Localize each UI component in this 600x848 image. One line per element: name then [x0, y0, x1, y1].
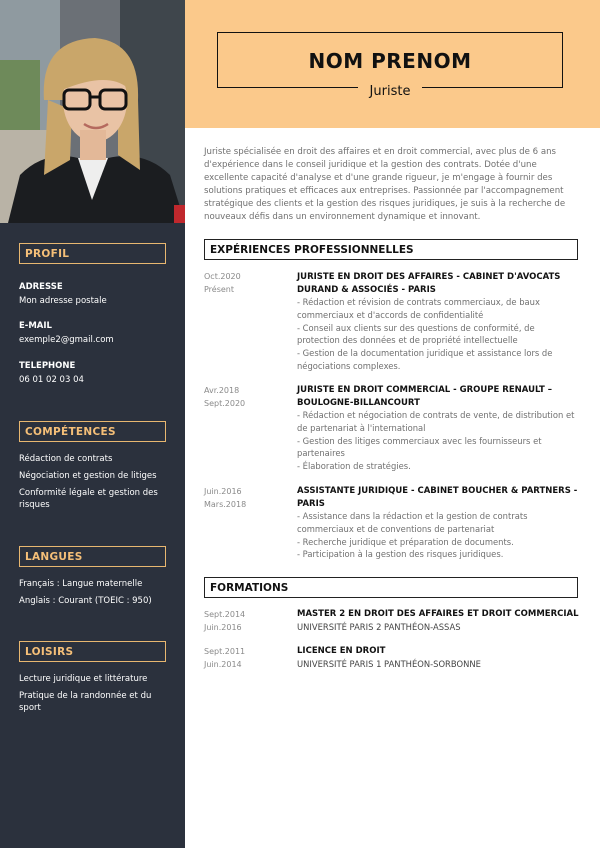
full-name: NOM PRENOM — [308, 49, 472, 73]
job-end-date: Sept.2020 — [204, 399, 246, 408]
loisir-item: Lecture juridique et littérature — [19, 674, 148, 684]
loisirs-heading-label: LOISIRS — [25, 646, 74, 658]
job-entry — [297, 384, 579, 473]
job-detail: - Élaboration de stratégies. — [297, 461, 411, 472]
address-label: ADRESSE — [19, 282, 63, 292]
job-dates — [204, 384, 284, 410]
competences-heading-label: COMPÉTENCES — [25, 426, 116, 438]
section-heading-competences — [19, 421, 166, 442]
section-heading-langues — [19, 546, 166, 567]
experiences-heading-label: EXPÉRIENCES PROFESSIONNELLES — [210, 244, 414, 256]
address-value: Mon adresse postale — [19, 296, 107, 306]
job-start-date: Avr.2018 — [204, 386, 240, 395]
formation-entry — [297, 645, 579, 670]
competence-item: Négociation et gestion de litiges — [19, 471, 157, 481]
section-heading-experiences — [204, 239, 578, 260]
langue-item: Français : Langue maternelle — [19, 579, 143, 589]
competence-item: Conformité légale et gestion des risques — [19, 488, 158, 510]
job-detail: - Rédaction et révision de contrats commerciaux, de baux commerciaux et d'accords de confidentialité — [297, 297, 540, 320]
phone-value: 06 01 02 03 04 — [19, 375, 84, 385]
formation-start-date: Sept.2011 — [204, 647, 246, 656]
job-detail: - Rédaction et négociation de contrats de vente, de distribution et de partenariat à l'international — [297, 410, 575, 433]
job-start-date: Juin.2016 — [204, 487, 242, 496]
formation-start-date: Sept.2014 — [204, 610, 246, 619]
formation-title: MASTER 2 EN DROIT DES AFFAIRES ET DROIT COMMERCIAL — [297, 609, 579, 619]
section-heading-loisirs — [19, 641, 166, 662]
formation-school: UNIVERSITÉ PARIS 1 PANTHÉON-SORBONNE — [297, 658, 481, 669]
formation-school: UNIVERSITÉ PARIS 2 PANTHÉON-ASSAS — [297, 621, 461, 632]
summary-text: Juriste spécialisée en droit des affaires et en droit commercial, avec plus de 6 ans d'expérience dans le conseil juridique et la gestion des contrats. Dotée d'une excellente capacité d'analyse et d'une grande rigueur, je m'engage à fournir des solutions pratiques et efficaces aux entreprises. Passionnée par l'accompagnement stratégique des clients et la gestion des risques juridiques, je suis à la recherche de nouveaux défis dans un environnement dynamique et innovant. — [204, 147, 566, 222]
job-entry — [297, 271, 579, 373]
formation-entry — [297, 608, 579, 633]
phone-label: TELEPHONE — [19, 361, 76, 371]
langues-heading-label: LANGUES — [25, 551, 83, 563]
loisir-item: Pratique de la randonnée et du sport — [19, 691, 152, 713]
job-title-line: JURISTE EN DROIT DES AFFAIRES - CABINET D'AVOCATS DURAND & ASSOCIÉS - PARIS — [297, 272, 561, 295]
formations-heading-label: FORMATIONS — [210, 582, 289, 594]
job-title-line: JURISTE EN DROIT COMMERCIAL - GROUPE RENAULT – BOULOGNE-BILLANCOURT — [297, 385, 553, 408]
email-value: exemple2@gmail.com — [19, 335, 114, 345]
section-heading-formations — [204, 577, 578, 598]
job-detail: - Gestion de la documentation juridique et assistance lors de négociations complexes. — [297, 348, 553, 371]
header-banner — [185, 0, 600, 128]
section-heading-profil — [19, 243, 166, 264]
formation-end-date: Juin.2014 — [204, 660, 242, 669]
job-entry — [297, 485, 579, 561]
competence-item: Rédaction de contrats — [19, 454, 113, 464]
job-dates — [204, 270, 284, 296]
job-detail: - Gestion des litiges commerciaux avec les fournisseurs et partenaires — [297, 435, 542, 459]
job-title-line: ASSISTANTE JURIDIQUE - CABINET BOUCHER & PARTNERS - PARIS — [297, 486, 578, 509]
formation-dates — [204, 645, 284, 671]
job-detail: - Recherche juridique et préparation de documents. — [297, 536, 514, 547]
langue-item: Anglais : Courant (TOEIC : 950) — [19, 596, 152, 606]
job-detail: - Conseil aux clients sur des questions de conformité, de protection des données et de propriété intellectuelle — [297, 322, 535, 346]
profil-heading-label: PROFIL — [25, 248, 70, 260]
job-end-date: Présent — [204, 285, 235, 294]
job-detail: - Participation à la gestion des risques juridiques. — [297, 549, 504, 560]
job-detail: - Assistance dans la rédaction et la gestion de contrats commerciaux et de conventions de partenariat — [297, 511, 528, 534]
job-start-date: Oct.2020 — [204, 272, 241, 281]
formation-title: LICENCE EN DROIT — [297, 646, 386, 656]
formation-dates — [204, 608, 284, 634]
formation-end-date: Juin.2016 — [204, 623, 242, 632]
job-end-date: Mars.2018 — [204, 500, 247, 509]
profile-photo — [0, 0, 185, 223]
job-title: Juriste — [358, 84, 423, 99]
email-label: E-MAIL — [19, 321, 52, 331]
job-dates — [204, 485, 284, 511]
